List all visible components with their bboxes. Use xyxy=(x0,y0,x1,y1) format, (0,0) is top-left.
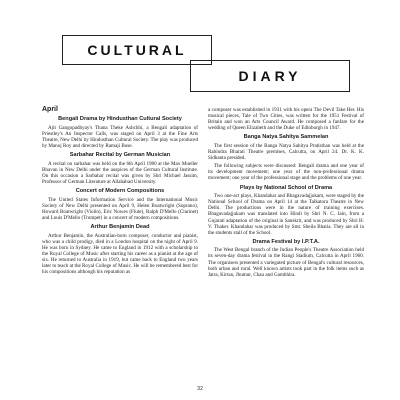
section-text: Arthur Benjamin, the Australian-born composer, conductor and pianist, who was a child prodigy, died in a London hospital on the night of April 9. He was born in Sydney. He came to England in 1912 with a scholarship to the Royal College of Music after starting his career as a pianist at the age of six. He returned to Australia in 1919, but came back to England two years later to teach at the Royal College of Music. He will be remembered best for his compositions although his reputation as xyxy=(42,232,199,276)
header-diary-title: DIARY xyxy=(238,68,302,84)
page-number: 32 xyxy=(196,386,204,392)
section-text: Ajit Gangopadhyay's Thana Theke Ashchhi, a Bengali adaptation of Priestley's An Inspector Calls, was staged on April 3 at the Fine Arts Theatre, New Delhi by Hindusthan Cultural Society. The play was produced by Manoj Roy and directed by Ramaji Bose. xyxy=(42,124,198,149)
month-heading: April xyxy=(42,106,58,113)
section-title: Drama Festival by I.P.T.A. xyxy=(252,238,320,245)
header-cultural-title: CULTURAL xyxy=(87,42,187,58)
section-text: The first session of the Banga Natya Sahitya Pratisthan was held at the Rabindra Bharati Theatre premises, Calcutta, on April 24. Dr. K. K. Sidhanta presided. xyxy=(208,142,364,162)
section-title: Bengali Drama by Hindusthan Cultural Society xyxy=(58,116,182,123)
header-cultural-box xyxy=(62,35,212,65)
section-title: Plays by National School of Drama xyxy=(239,184,333,191)
left-column xyxy=(42,107,198,277)
continued-text: a composer was established in 1931 with his opera The Devil Take Her. His musical pieces, Tale of Two Cities, was written for the 1951 Festival of Britain and won an Arts Council Award. He composed a fanfare for the wedding of Queen Elizabeth and the Duke of Edinburgh in 1947. xyxy=(208,107,364,132)
header-diary-box xyxy=(190,60,350,92)
section-text: The following subjects were discussed: Bengali drama and one year of its development movement; one year of the non-professional drama movement; one year of the professional stage and the problems of one year. xyxy=(208,163,364,182)
section-title: Sarbahar Recital by German Musician xyxy=(69,152,171,159)
section-title: Arthur Benjamin Dead xyxy=(90,224,150,230)
section-text: The West Bengal branch of the Indian People's Theatre Association held its seven-day drama festival in the Rangi Stadium, Calcutta in April 1960. The organisers presented a variegated picture of Bengal's cultural resources, both urban and rural. Well known artists took part in the folk items such as Jatra, Kirtan, Jhumur, Chau and Gambhira. xyxy=(208,247,364,278)
section-text: The United States Information Service and the International Music Society of New Delhi presented on April 9, Helen Boatwright (Soprano), Howard Boatwright (Violin), Eric Nowes (Flute), Ralph D'Mello (Clarinet) and Louis D'Mello (Trumpet) in a concert of modern compositions. xyxy=(42,196,198,221)
section-title: Concert of Modern Compositions xyxy=(75,188,165,195)
right-column xyxy=(208,107,364,280)
section-text: A recital on sarbahar was held on the 6th April 1980 at the Max Mueller Bhavan in New Delhi under the auspices of the German Cultural Institute. On this occasion a Sarbahar recital was given by Shri Michael Jassim, Professor of German Literature at Allahabad University. xyxy=(42,160,198,185)
section-text: Two one-act plays, Khandahar and Bhagavadajjukam, were staged by the National School of Drama on April 14 at the Talkatora Theatre in New Delhi. The productions were in the nature of training exercises. Bhagavadajjukam was translated into Hindi by Shri N. C. Jain, from a Gujarati adaptation of the original in Sanskrit, and was produced by Shri H. V. Thaker. Khandahar was produced by Smt. Sheila Bhatia. They are all in the students stall of the School. xyxy=(208,193,364,236)
section-title: Banga Natya Sahitya Sammelan xyxy=(243,134,329,141)
